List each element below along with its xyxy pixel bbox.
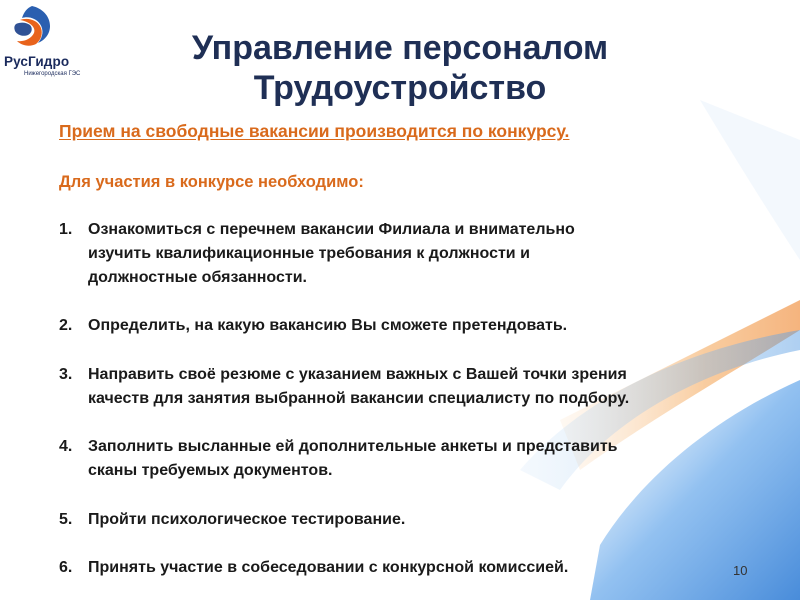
step-line: Заполнить высланные ей дополнительные анкеты и представить	[88, 438, 618, 455]
step-line: изучить квалификационные требования к должности и	[88, 245, 530, 262]
title-line-1: Управление персоналом	[191, 29, 609, 67]
step-text	[88, 218, 778, 290]
step-number: 1.	[59, 221, 73, 238]
step-line: Направить своё резюме с указанием важных с Вашей точки зрения	[88, 366, 627, 383]
step-line: Определить, на какую вакансию Вы сможете претендовать.	[88, 317, 568, 334]
step-line: Ознакомиться с перечнем вакансии Филиала и внимательно	[88, 221, 575, 238]
step-line: качеств для занятия выбранной вакансии специалисту по подбору.	[88, 390, 630, 407]
slide-title	[120, 28, 680, 108]
step-text	[88, 435, 778, 483]
step-text	[88, 556, 778, 580]
step-number: 2.	[59, 317, 73, 334]
step-text	[88, 508, 778, 532]
page-number: 10	[733, 563, 748, 578]
company-logo	[4, 4, 98, 84]
logo-icon	[12, 4, 52, 50]
step-number: 3.	[59, 366, 73, 383]
step-number: 4.	[59, 438, 73, 455]
step-line: сканы требуемых документов.	[88, 462, 333, 479]
intro-text: Прием на свободные вакансии производится по конкурсу.	[59, 121, 570, 141]
step-line: должностные обязанности.	[88, 269, 307, 286]
step-line: Пройти психологическое тестирование.	[88, 511, 406, 528]
logo-subtitle: Нижегородская ГЭС	[24, 71, 81, 77]
step-number: 5.	[59, 511, 73, 528]
step-number: 6.	[59, 559, 73, 576]
step-text	[88, 363, 778, 411]
logo-name: РусГидро	[4, 54, 70, 69]
step-line: Принять участие в собеседовании с конкурсной комиссией.	[88, 559, 569, 576]
title-line-2: Трудоустройство	[253, 69, 547, 107]
subheading: Для участия в конкурсе необходимо:	[59, 173, 364, 191]
step-text	[88, 314, 778, 338]
